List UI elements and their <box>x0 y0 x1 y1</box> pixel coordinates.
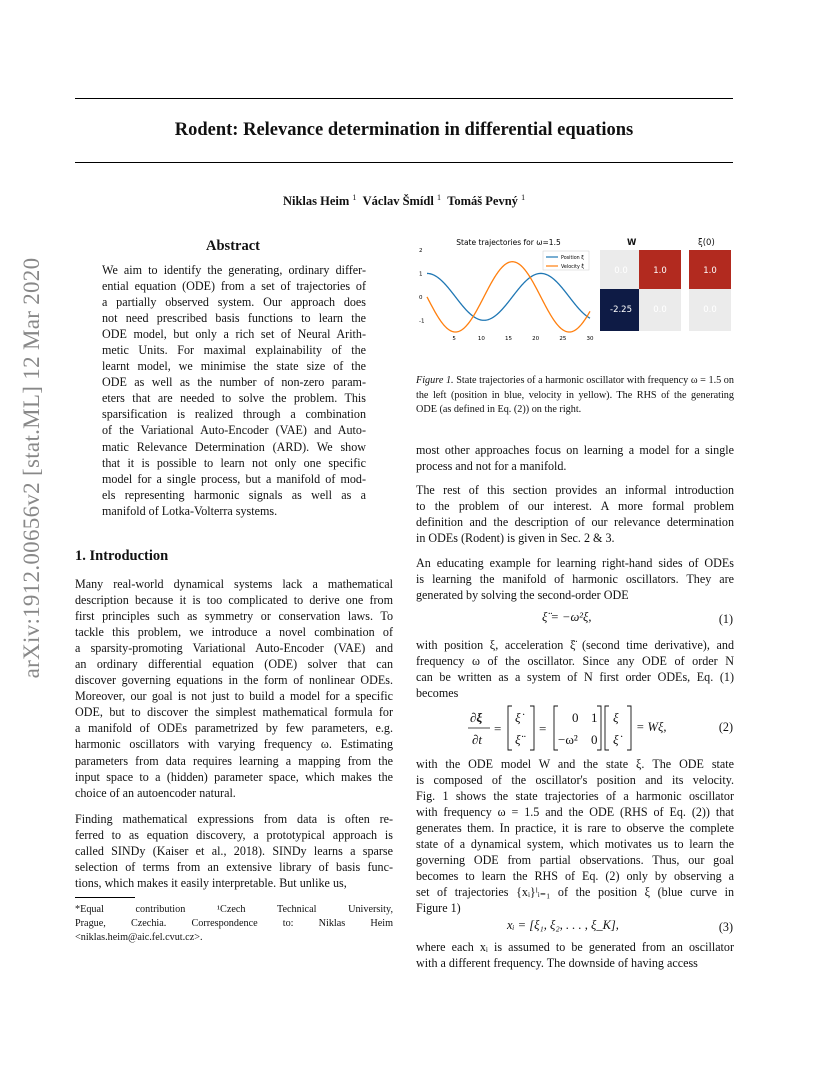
right-paragraph-2 <box>416 482 734 546</box>
text-line: <niklas.heim@aic.fel.cvut.cz>. <box>75 932 203 943</box>
text-line: with the ODE model W and the state ξ. The ODE state <box>416 757 734 771</box>
equation-3: xᵢ = [ξ₁, ξ₂, . . . , ξ_K], <box>507 918 619 932</box>
w-matrix-cell: -2.25 <box>600 289 642 331</box>
text-line: that it is possible to learn not only one specific <box>102 455 366 470</box>
text-line: model for a single process, but a manifold of mod- <box>102 471 366 486</box>
text-line: with position ξ, acceleration ξ̈ (second time derivative), and <box>416 638 734 652</box>
text-line: The rest of this section provides an informal introduction <box>416 483 734 497</box>
text-line: becomes <box>416 686 459 701</box>
text-line: discover governing equations in the form of nonlinear ODEs. <box>75 673 393 688</box>
text-line: can be written as a system of N first order ODEs, Eq. (1) <box>416 670 734 685</box>
text-line: Fig. 1 shows the state trajectories of a harmonic oscillator <box>416 789 734 804</box>
footnote <box>75 903 393 945</box>
y-tick-label: 0 <box>419 294 423 301</box>
text-line: a partially observed system. Our approach does <box>102 295 366 310</box>
text-line: ODE model, but only a rich set of Neural Arith- <box>102 327 366 342</box>
text-line: state of a dynamical system, which motivates us to learn the <box>416 837 734 852</box>
text-line: set of trajectories {xᵢ}ˡᵢ₌₁ of the position ξ (blue curve in <box>416 885 734 900</box>
text-line: eters that are needed to solve the problem. This <box>102 391 366 406</box>
text-line: choice of an autoencoder natural. <box>75 785 236 800</box>
abstract-body <box>102 262 366 519</box>
svg-text:0: 0 <box>572 710 579 725</box>
text-line: not need prescribed basis functions to learn the <box>102 311 366 326</box>
text-line: most other approaches focus on learning a model for a single <box>416 443 734 457</box>
text-line: with frequency ω = 1.5 and the ODE (RHS of Eq. (2)) that <box>416 805 734 820</box>
text-line: tions, which makes it easily interpretable. But unlike us, <box>75 876 347 891</box>
text-line: tackle this problem, we introduce a novel combination of <box>75 625 393 640</box>
y-tick-label: 1 <box>419 271 423 278</box>
right-paragraph-4 <box>416 637 734 701</box>
arxiv-stamp <box>18 258 46 678</box>
svg-text:ξ̇: ξ̇ <box>515 710 521 725</box>
y-tick-label: 2 <box>419 248 423 254</box>
legend-label: Velocity ξ̇ <box>561 265 585 270</box>
text-line: is learning the manifold of harmonic oscillators. They are <box>416 572 734 587</box>
xi0-cell: 0.0 <box>689 289 731 331</box>
x-tick-label: 10 <box>477 336 485 342</box>
text-line: ential equation (ODE) from a set of trajectories of <box>102 279 366 294</box>
svg-text:ξ̇: ξ̇ <box>613 732 619 747</box>
text-line: selection of terms from an extensive library of basis func- <box>75 860 393 875</box>
text-line: is composed of the oscillator's position and its velocity. <box>416 773 734 788</box>
text-line: with a different frequency. The downside of having access <box>416 956 698 971</box>
text-line: ODE, but to discover the simplest mathematical formula for <box>75 705 393 720</box>
x-tick-label: 5 <box>452 336 456 342</box>
right-paragraph-5 <box>416 756 734 916</box>
w-matrix-cell: 1.0 <box>639 250 681 292</box>
x-tick-label: 30 <box>586 336 594 342</box>
text-line: sparsification is realized through a combination <box>102 407 366 422</box>
text-line: Moreover, our goal is not just to build a model for a specific <box>75 689 393 704</box>
text-line: where each xᵢ is assumed to be generated from an oscillator <box>416 940 734 954</box>
arxiv-stamp-text: arXiv:1912.00656v2 [stat.ML] 12 Mar 2020 <box>19 257 44 679</box>
text-line: first principles such as symmetry or conservation laws. To <box>75 609 393 624</box>
trajectory-chart <box>419 238 594 342</box>
w-matrix-cell: 0.0 <box>639 289 681 331</box>
svg-text:=: = <box>539 721 547 736</box>
abstract-heading: Abstract <box>206 238 260 254</box>
y-tick-label: -1 <box>419 318 425 325</box>
footnote-rule <box>75 897 135 898</box>
text-line: generated by solving the second-order ODE <box>416 588 629 603</box>
text-line: ferred to as equation discovery, a prototypical approach is <box>75 828 393 843</box>
series-line <box>427 262 590 332</box>
text-line: called SINDy (Kaiser et al., 2018). SINDy learns a sparse <box>75 844 393 859</box>
svg-text:∂ξ: ∂ξ <box>470 710 483 725</box>
svg-text:=: = <box>494 721 502 736</box>
x-tick-label: 20 <box>532 336 540 342</box>
svg-text:−ω²: −ω² <box>558 732 578 747</box>
text-line: becomes to learn the RHS of Eq. (2) only by observing a <box>416 869 734 884</box>
text-line: an ordinary differential equation (ODE) solver that can <box>75 657 393 672</box>
section-heading: 1. Introduction <box>75 548 169 564</box>
text-line: definition and the description of our relevance determination <box>416 515 734 530</box>
equation-number: (1) <box>718 612 733 626</box>
text-line: Finding mathematical expressions from data is often re- <box>75 812 393 826</box>
intro-paragraph-1 <box>75 576 393 801</box>
svg-text:1: 1 <box>591 710 598 725</box>
equation-1: ξ̈ = −ω²ξ, <box>542 610 592 624</box>
title-bottom-rule <box>75 162 733 163</box>
text-line: els representing harmonic signals as well as a <box>102 487 366 502</box>
text-line: governing ODE from partial observations. Thus, our goal <box>416 853 734 868</box>
equation-2-rhs: = Wξ, <box>636 720 667 734</box>
equation-number: (2) <box>718 720 733 734</box>
text-line: frequency ω of the oscillator. Since any ODE of order N <box>416 654 734 669</box>
author-name: Tomáš Pevný <box>447 194 518 209</box>
text-line: *Equal contribution ¹Czech Technical University, <box>75 904 393 915</box>
x-tick-label: 25 <box>559 336 567 342</box>
text-line: matic Relevance Determination (ARD). We show <box>102 439 366 454</box>
affiliation-mark: 1 <box>521 193 526 202</box>
author-list <box>75 193 733 209</box>
text-line: process and not for a manifold. <box>416 459 567 474</box>
series-line <box>427 273 590 320</box>
text-line: in ODEs (Rodent) is given in Sec. 2 & 3. <box>416 531 615 546</box>
xi0-cell: 1.0 <box>689 250 731 292</box>
text-line: metic Units. For maximal explainability of the <box>102 343 366 358</box>
affiliation-mark: 1 <box>352 193 357 202</box>
chart-title: State trajectories for ω=1.5 <box>456 238 561 247</box>
right-paragraph-3 <box>416 555 734 603</box>
text-line: We aim to identify the generating, ordinary differ- <box>102 263 366 277</box>
text-line: a sparsity-promoting Variational Auto-Encoder (VAE) and <box>75 641 393 656</box>
text-line: parameters from data requires learning a mapping from the <box>75 753 393 768</box>
equation-number: (3) <box>718 920 733 934</box>
text-line: to the problem of our interest. A more formal problem <box>416 499 734 514</box>
top-rule <box>75 98 733 99</box>
text-line: generates them. In practice, it is rare to observe the complete <box>416 821 734 836</box>
text-line: Figure 1) <box>416 901 461 916</box>
svg-text:∂t: ∂t <box>472 732 483 747</box>
intro-paragraph-2 <box>75 811 393 891</box>
right-paragraph-6 <box>416 939 734 971</box>
text-line: of the Variational Auto-Encoder (VAE) and Auto- <box>102 423 366 438</box>
text-line: Prague, Czechia. Correspondence to: Niklas Heim <box>75 918 393 929</box>
text-line: manifold of Lotka-Volterra systems. <box>102 503 278 518</box>
text-line: ODE as well as the number of non-zero param- <box>102 375 366 390</box>
w-matrix-title: W <box>627 238 637 248</box>
svg-text:ξ: ξ <box>613 710 619 725</box>
author-name: Niklas Heim <box>282 194 350 209</box>
svg-text:0: 0 <box>591 732 598 747</box>
text-line: learnt model, we minimise the state size of the <box>102 359 366 374</box>
text-line: harmonic oscillators with varying frequency ω. Estimating <box>75 737 393 752</box>
text-line: Many real-world dynamical systems lack a mathematical <box>75 577 393 591</box>
svg-text:ξ̈: ξ̈ <box>515 732 521 747</box>
legend-label: Position ξ <box>561 256 584 261</box>
text-line: a manifold of ODEs parametrized by few parameters, e.g. <box>75 721 393 736</box>
paper-title: Rodent: Relevance determination in differential equations <box>174 120 634 140</box>
w-matrix-cell: 0.0 <box>600 250 642 292</box>
author-name: Václav Šmídl <box>362 194 434 209</box>
figure-caption: Figure 1. State trajectories of a harmonic oscillator with frequency ω = 1.5 on the left (position in blue, velocity in yellow). The RHS of the generating ODE (as defined in Eq. (2)) on the right. <box>416 375 734 416</box>
text-line: An educating example for learning right-hand sides of ODEs <box>416 556 734 570</box>
x-tick-label: 15 <box>505 336 512 342</box>
affiliation-mark: 1 <box>436 193 441 202</box>
xi0-vector-title: ξ(0) <box>698 238 715 248</box>
right-paragraph-1 <box>416 442 734 474</box>
text-line: input space to a (hidden) parameter space, which makes the <box>75 769 393 784</box>
text-line: description because it is too complicated to derive one from <box>75 593 393 608</box>
